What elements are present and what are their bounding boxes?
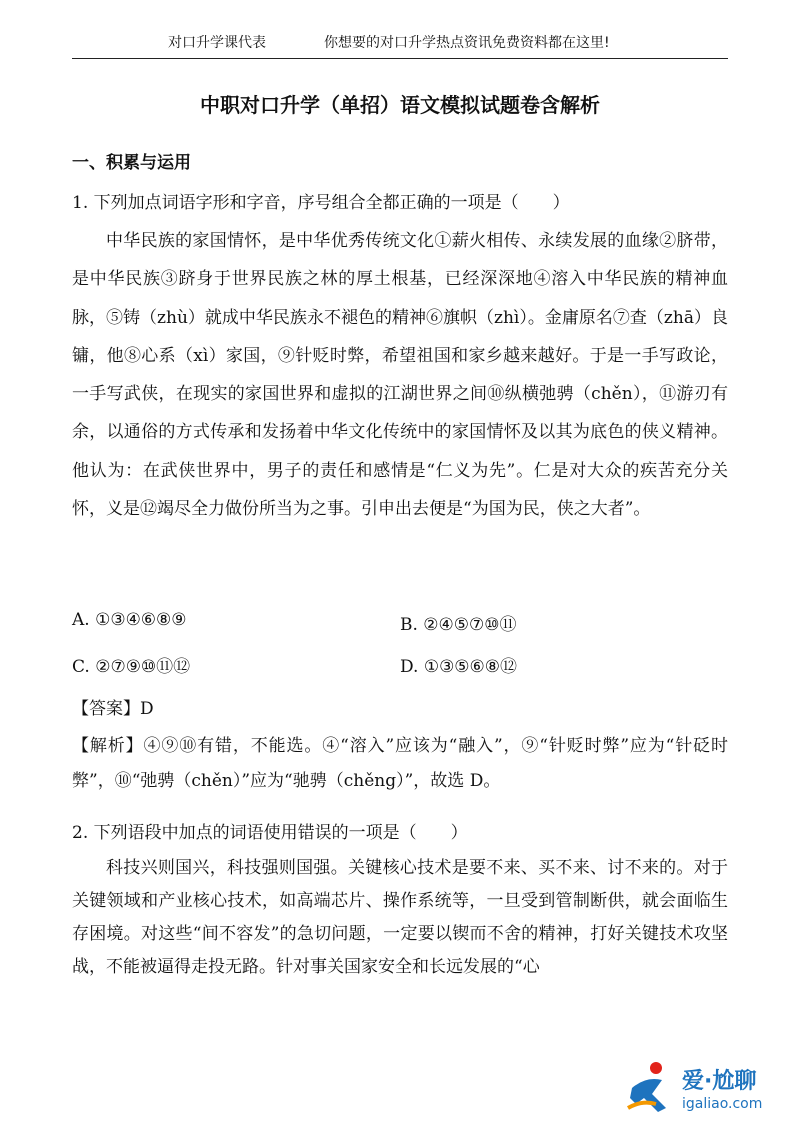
- header-left-text: 对口升学课代表: [168, 35, 266, 51]
- option-c: C. ②⑦⑨⑩⑪⑫: [72, 657, 191, 677]
- logo-name: 爱·尬聊: [682, 1069, 757, 1094]
- logo-runner-icon: [622, 1058, 680, 1116]
- section-heading: 一、积累与运用: [72, 153, 191, 173]
- logo-url: igaliao.com: [682, 1096, 763, 1112]
- question-2-passage: 科技兴则国兴，科技强则国强。关键核心技术是要不来、买不来、讨不来的。对于关键领域和产业核心技术，如高端芯片、操作系统等，一旦受到管制断供，就会面临生存困境。对这些“间不容发”的急切问题，一定要以锲而不舍的精神，打好关键技术攻坚战，不能被逼得走投无路。针对事关国家安全和长远发展的“心: [72, 858, 728, 977]
- option-d: D. ①③⑤⑥⑧⑫: [400, 657, 518, 677]
- site-logo: [622, 1058, 792, 1120]
- answer-label: 【答案】D: [72, 699, 154, 719]
- page-header: [72, 28, 728, 59]
- question-2-stem: 2. 下列语段中加点的词语使用错误的一项是（ ）: [72, 823, 468, 843]
- header-right-text: 你想要的对口升学热点资讯免费资料都在这里!: [324, 35, 610, 51]
- question-1-stem: 1. 下列加点词语字形和字音，序号组合全都正确的一项是（ ）: [72, 193, 570, 213]
- document-title: 中职对口升学（单招）语文模拟试题卷含解析: [200, 93, 600, 117]
- option-b: B. ②④⑤⑦⑩⑪: [400, 615, 517, 635]
- question-1-passage: 中华民族的家国情怀，是中华优秀传统文化①薪火相传、永续发展的血缘②脐带，是中华民族③跻身于世界民族之林的厚土根基，已经深深地④溶入中华民族的精神血脉，⑤铸（zhù）就成中华民族永不褪色的精神⑥旗帜（zhì）。金庸原名⑦查（zhā）良镛，他⑧心系（xì）家国，⑨针贬时弊，希望祖国和家乡越来越好。于是一手写政论，一手写武侠，在现实的家国世界和虚拟的江湖世界之间⑩纵横弛骋（chěn），⑪游刃有余，以通俗的方式传承和发扬着中华文化传统中的家国情怀及以其为底色的侠义精神。他认为：在武侠世界中，男子的责任和感情是“仁义为先”。仁是对大众的疾苦充分关怀，义是⑫竭尽全力做份所当为之事。引申出去便是“为国为民，侠之大者”。: [72, 231, 728, 520]
- option-a: A. ①③④⑥⑧⑨: [72, 610, 187, 630]
- analysis-text: 【解析】④⑨⑩有错，不能选。④“溶入”应该为“融入”，⑨“针贬时弊”应为“针砭时弊”，⑩“弛骋（chěn）”应为“驰骋（chěng）”，故选 D。: [72, 736, 728, 791]
